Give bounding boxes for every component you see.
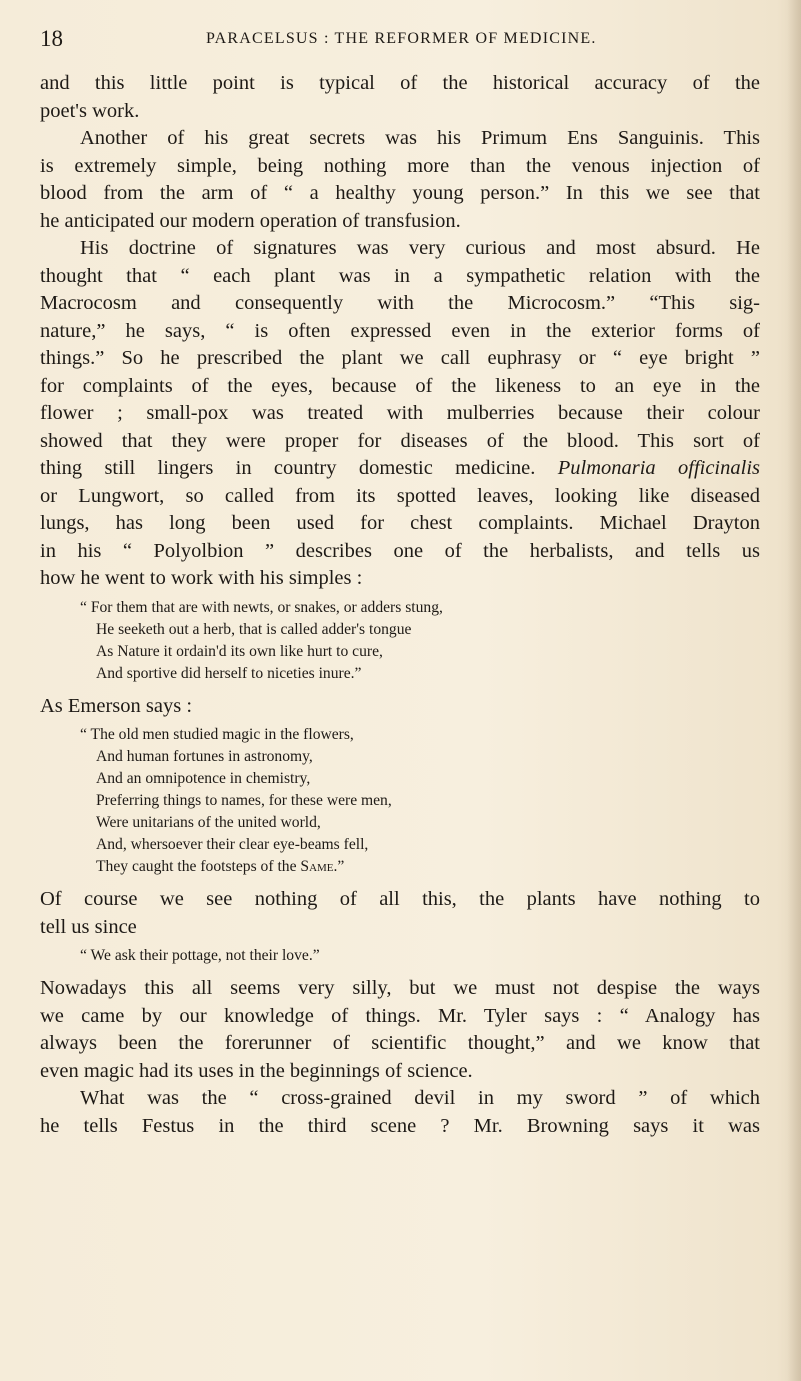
text-segment: thing still lingers in country domestic medicine. [40, 457, 536, 479]
verse-line: And sportive did herself to niceties inure.” [96, 664, 362, 682]
text-line: always been the forerunner of scientific thought,” and we know that [40, 1032, 760, 1054]
verse-segment-end: .” [333, 858, 345, 875]
verse-line: And human fortunes in astronomy, [96, 748, 313, 765]
text-line: poet's work. [40, 99, 140, 122]
text-line: or Lungwort, so called from its spotted leaves, looking like diseased [40, 484, 760, 507]
verse-line: “ We ask their pottage, not their love.” [80, 947, 320, 964]
text-line: tell us since [40, 915, 137, 938]
text-line: nature,” he says, “ is often expressed even in the exterior forms of [40, 319, 760, 342]
verse-line: Were unitarians of the united world, [96, 814, 321, 831]
verse-quotation-pottage [80, 945, 760, 967]
text-line: His doctrine of signatures was very curious and most absurd. He [80, 237, 760, 259]
text-line: Of course we see nothing of all this, the plants have nothing to [40, 888, 760, 910]
page-edge-shadow [787, 0, 801, 1381]
text-line: What was the “ cross-grained devil in my sword ” of which [80, 1087, 760, 1109]
text-line: blood from the arm of “ a healthy young person.” In this we see that [40, 182, 760, 204]
text-line: is extremely simple, being nothing more than the venous injection of [40, 154, 760, 177]
page-number: 18 [40, 26, 63, 51]
verse-line-final [80, 856, 760, 878]
text-line: thought that “ each plant was in a sympathetic relation with the [40, 264, 760, 287]
text-line: Macrocosm and consequently with the Microcosm.” “This sig- [40, 292, 760, 314]
text-line: lungs, has long been used for chest complaints. Michael Drayton [40, 512, 760, 534]
verse-line: As Nature it ordain'd its own like hurt to cure, [96, 642, 383, 660]
text-line: Nowadays this all seems very silly, but we must not despise the ways [40, 977, 760, 999]
verse-line: “ For them that are with newts, or snakes, or adders stung, [80, 598, 443, 616]
text-line: and this little point is typical of the historical accuracy of the [40, 72, 760, 94]
text-line: how he went to work with his simples : [40, 567, 363, 589]
verse-segment: They caught the footsteps of the [96, 858, 297, 875]
text-line: showed that they were proper for diseases of the blood. This sort of [40, 429, 760, 452]
text-line: As Emerson says : [40, 694, 193, 717]
verse-line: He seeketh out a herb, that is called adder's tongue [96, 620, 412, 638]
verse-line: “ The old men studied magic in the flowers, [80, 726, 354, 743]
verse-quotation-emerson [80, 724, 760, 878]
text-line: even magic had its uses in the beginnings of science. [40, 1059, 473, 1082]
verse-line: Preferring things to names, for these were men, [96, 792, 392, 809]
text-line: flower ; small-pox was treated with mulberries because their colour [40, 402, 760, 424]
verse-quotation-drayton [80, 597, 760, 685]
text-line: things.” So he prescribed the plant we call euphrasy or “ eye bright ” [40, 347, 760, 369]
text-line: Another of his great secrets was his Primum Ens Sanguinis. This [80, 127, 760, 149]
text-line-with-italic [40, 455, 760, 483]
running-head: PARACELSUS : THE REFORMER OF MEDICINE. [206, 30, 597, 47]
text-line: we came by our knowledge of things. Mr. Tyler says : “ Analogy has [40, 1004, 760, 1027]
small-caps-word: Same [300, 858, 334, 875]
verse-line: And, whersoever their clear eye-beams fell, [96, 836, 369, 853]
page-header [40, 26, 760, 56]
text-line: for complaints of the eyes, because of the likeness to an eye in the [40, 374, 760, 397]
text-line: he tells Festus in the third scene ? Mr. Browning says it was [40, 1114, 760, 1137]
verse-line: And an omnipotence in chemistry, [96, 770, 311, 787]
text-line: he anticipated our modern operation of transfusion. [40, 209, 461, 232]
text-line: in his “ Polyolbion ” describes one of the herbalists, and tells us [40, 539, 760, 562]
body-text [40, 70, 760, 1140]
italic-species-name: Pulmonaria officinalis [557, 457, 760, 479]
